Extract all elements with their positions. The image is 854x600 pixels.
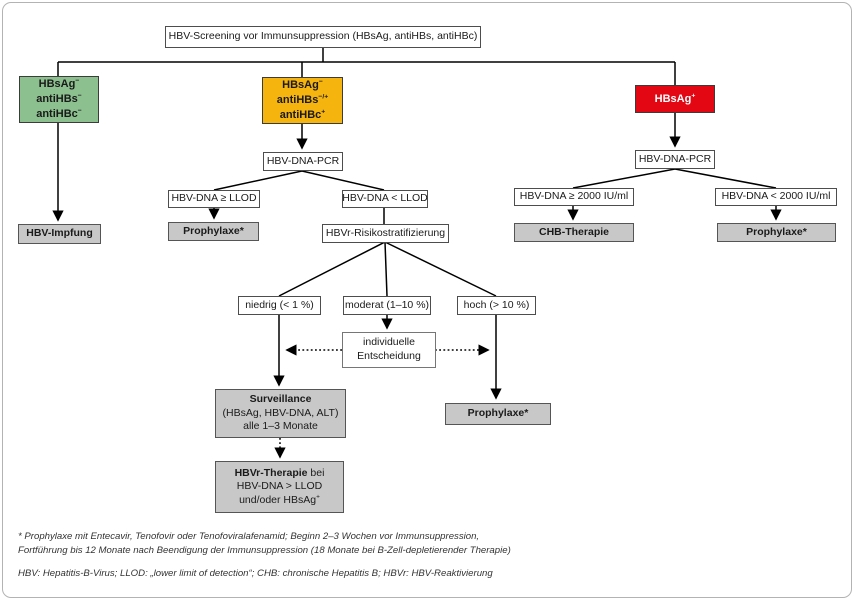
hbv-impfung-label: HBV-Impfung (26, 227, 93, 240)
dna-ge-llod-label: HBV-DNA ≥ LLOD (171, 192, 257, 205)
abbreviations-footnote (18, 567, 493, 581)
dna-ge-2000-label: HBV-DNA ≥ 2000 IU/ml (519, 190, 629, 203)
dna-lt-2000-label: HBV-DNA < 2000 IU/ml (721, 190, 831, 203)
prophylaxis-footnote-line2: Fortführung bis 12 Monate nach Beendigung der Immunsuppression (18 Monate bei B-Zell-depletierender Therapie) (18, 545, 511, 557)
dna-ge-2000-box (514, 188, 634, 206)
screening-title-label: HBV-Screening vor Immunsuppression (HBsAg, antiHBs, antiHBc) (168, 30, 478, 43)
hbvr-therapy-condition2: und/oder HBsAg (239, 493, 317, 506)
pcr-mid-box (263, 152, 343, 171)
surveillance-interval: alle 1–3 Monate (243, 420, 318, 433)
risk-moderate-box (343, 296, 431, 315)
risk-high-label: hoch (> 10 %) (463, 298, 530, 311)
risk-low-box (238, 296, 321, 315)
prophylaxe-mid-box (168, 222, 259, 241)
hbsag-pos-label: HBsAg (654, 92, 692, 105)
prophylaxis-footnote-line1: * Prophylaxe mit Entecavir, Tenofovir oder Tenofoviralafenamid; Beginn 2–3 Wochen vor Immunsuppression, (18, 531, 480, 542)
prophylaxe-high-label: Prophylaxe* (467, 407, 529, 420)
hbsag-neg-label: HBsAg (38, 78, 76, 91)
risk-low-label: niedrig (< 1 %) (245, 298, 314, 311)
prophylaxe-right-label: Prophylaxe* (746, 225, 807, 238)
pcr-mid-label: HBV-DNA-PCR (266, 154, 340, 167)
hbvr-therapy-title: HBVr-Therapie (234, 466, 308, 479)
risk-stratification-label: HBVr-Risikostratifizierung (325, 226, 446, 239)
chb-therapie-label: CHB-Therapie (538, 225, 609, 238)
screening-title-box (165, 26, 481, 48)
chb-therapie-box (514, 223, 634, 242)
antihbs-mixed-label: antiHBs (276, 94, 319, 107)
prophylaxe-right-box (717, 223, 836, 242)
risk-high-box (457, 296, 536, 315)
hbvr-therapy-condition1: HBV-DNA > LLOD (236, 480, 323, 493)
pcr-right-box (635, 150, 715, 169)
surveillance-title: Surveillance (249, 393, 312, 406)
antihbs-neg-label: antiHBs (36, 93, 78, 106)
risk-stratification-box (322, 224, 449, 243)
dna-lt-llod-label: HBV-DNA < LLOD (342, 192, 428, 205)
individual-decision-line1: individuelle (363, 336, 415, 349)
individual-decision-line2: Entscheidung (357, 350, 421, 362)
dna-ge-llod-box (168, 190, 260, 208)
serology-triple-negative-box: HBsAg− antiHBs− antiHBc− (19, 76, 99, 123)
risk-moderate-label: moderat (1–10 %) (344, 298, 430, 311)
dna-lt-llod-box (342, 190, 428, 208)
serology-hbsag-positive-box: HBsAg+ (635, 85, 715, 113)
hbv-impfung-box (18, 224, 101, 244)
prophylaxe-high-box (445, 403, 551, 425)
serology-antihbc-positive-box: HBsAg− antiHBs−/+ antiHBc+ (262, 77, 343, 124)
antihbc-neg-label: antiHBc (36, 107, 78, 120)
prophylaxis-footnote (18, 530, 511, 559)
individual-decision-box (342, 332, 436, 368)
prophylaxe-mid-label: Prophylaxe* (183, 224, 244, 237)
surveillance-tests: (HBsAg, HBV-DNA, ALT) (222, 406, 339, 419)
dna-lt-2000-box (715, 188, 837, 206)
hbvr-therapy-box: HBVr-Therapie bei HBV-DNA > LLOD und/oder HBsAg+ (215, 461, 344, 513)
hbsag-neg-label: HBsAg (282, 79, 319, 92)
pcr-right-label: HBV-DNA-PCR (638, 152, 712, 165)
antihbc-pos-label: antiHBc (279, 108, 322, 121)
abbreviations-text: HBV: Hepatitis-B-Virus; LLOD: „lower limit of detection“; CHB: chronische Hepatitis B; HBVr: HBV-Reaktivierung (18, 568, 493, 579)
surveillance-box (215, 389, 346, 438)
